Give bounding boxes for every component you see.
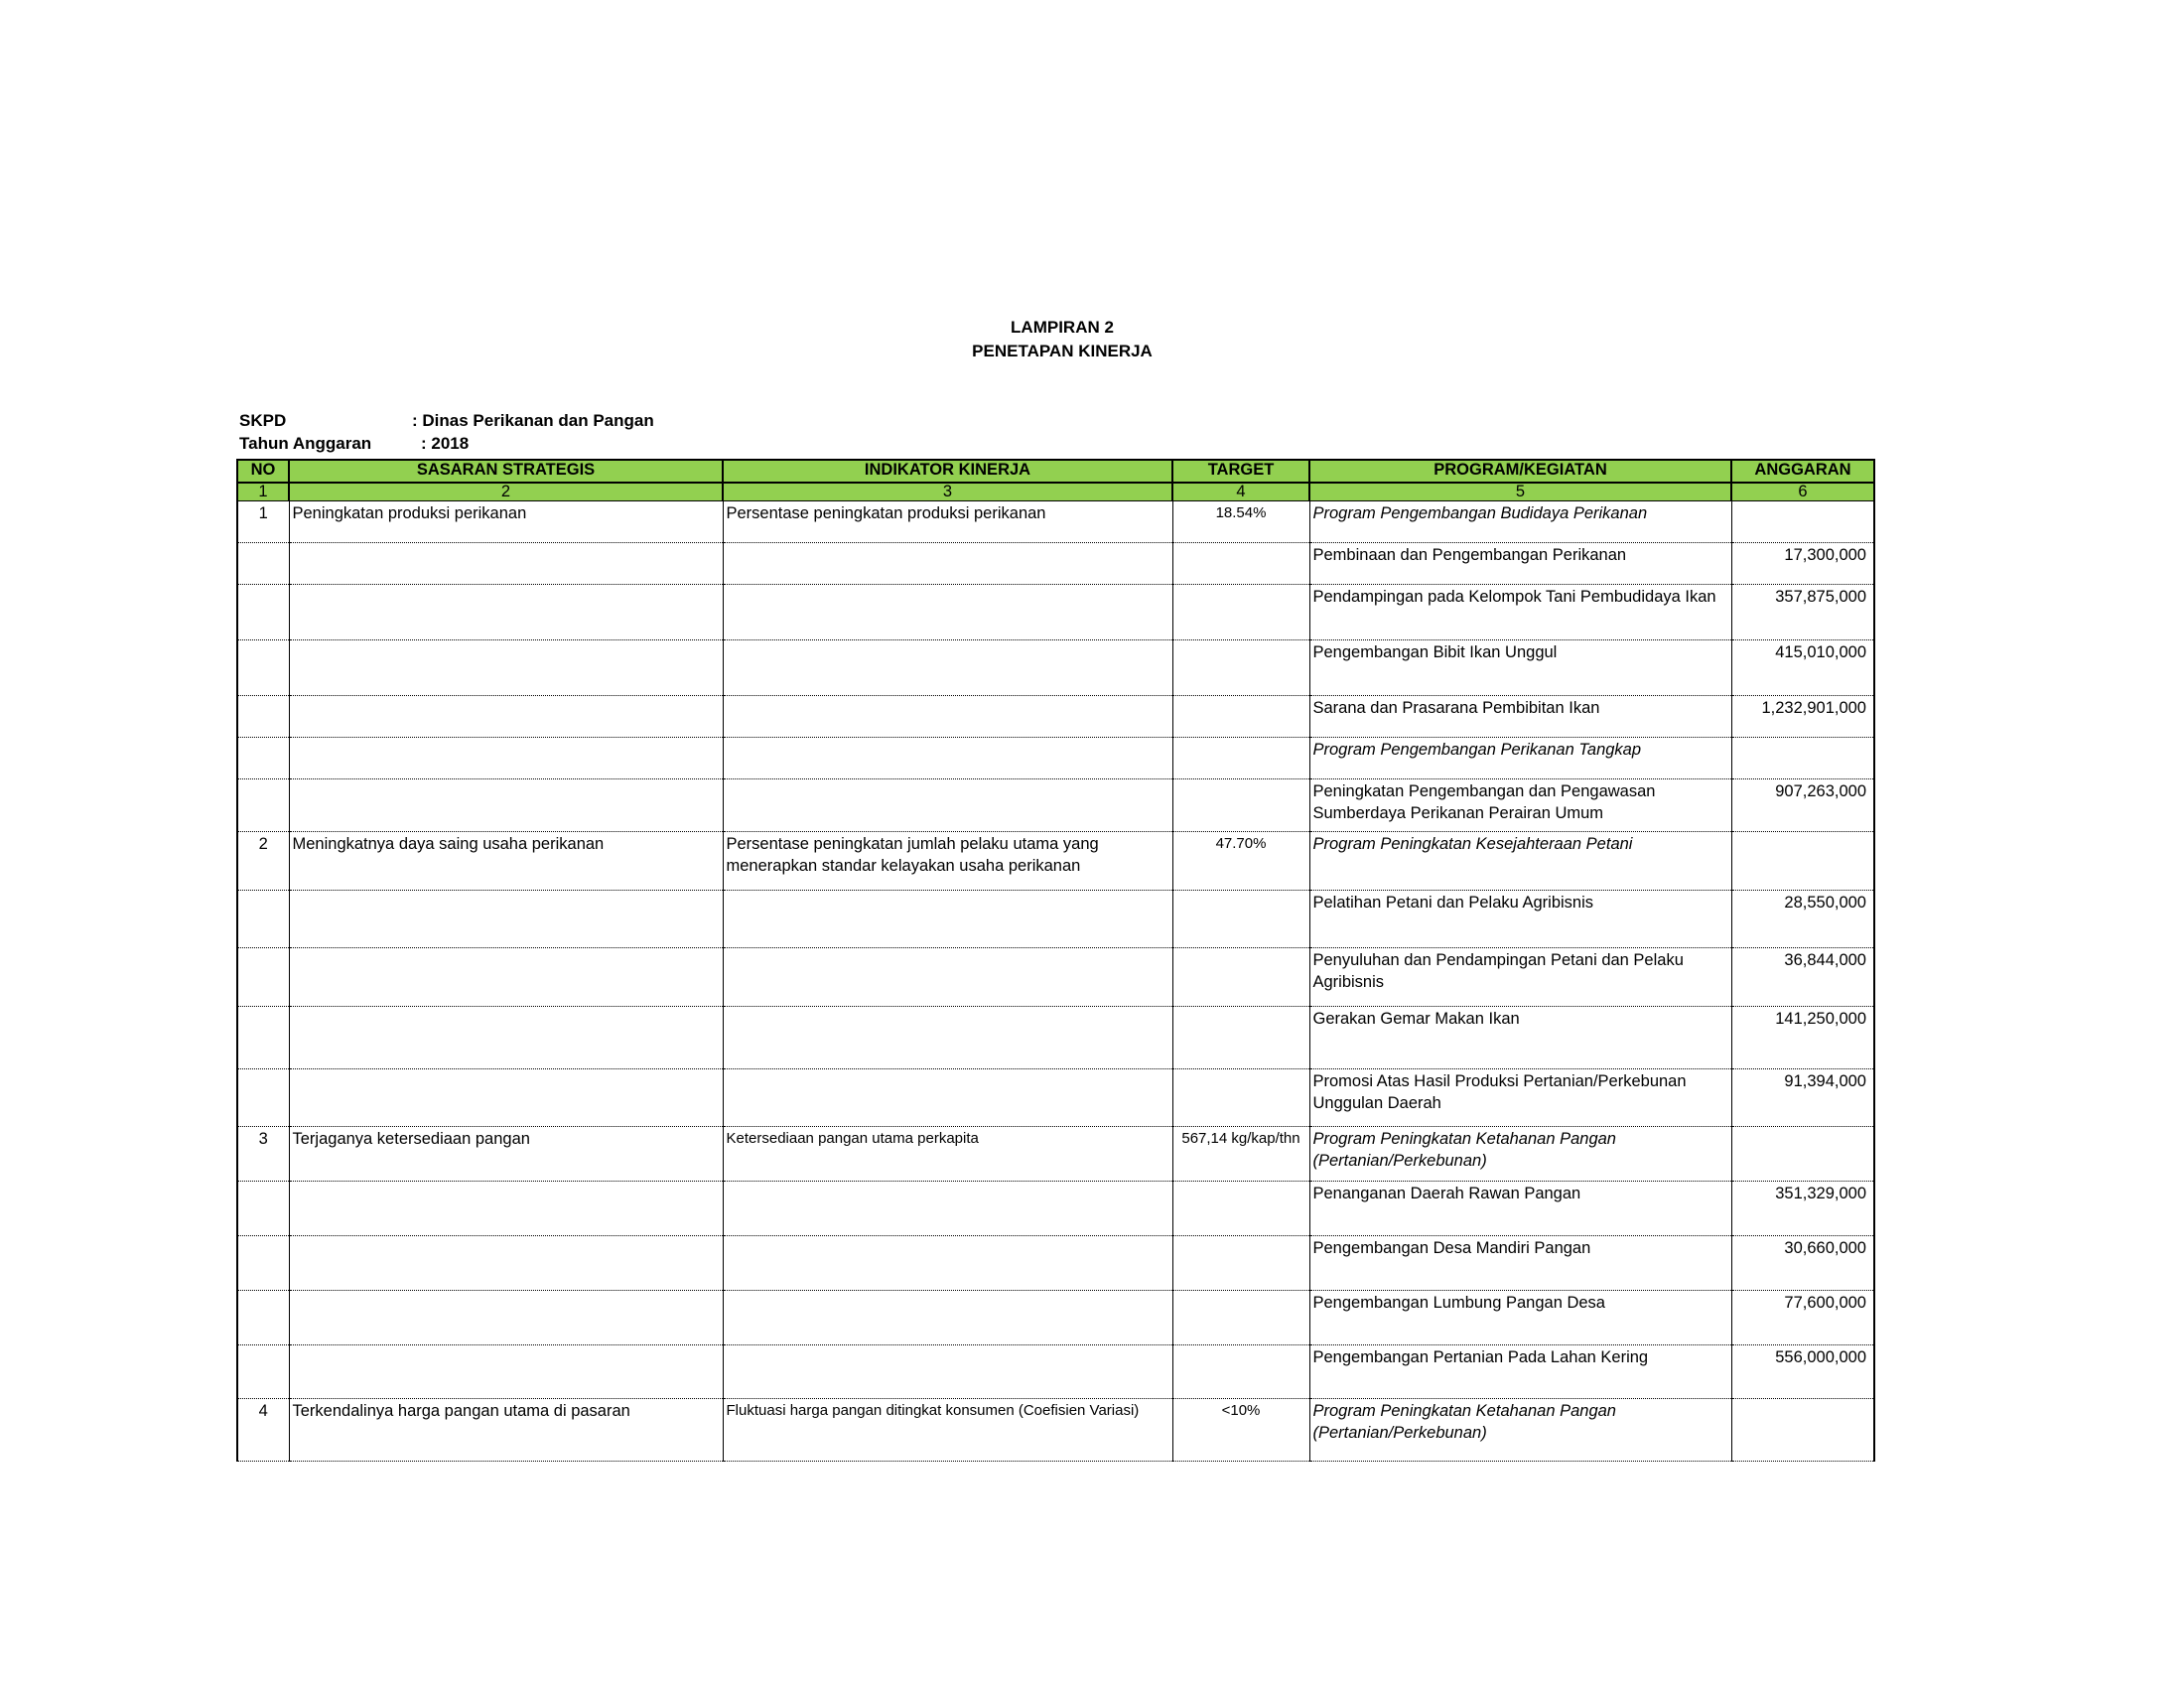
cell-program: Program Peningkatan Ketahanan Pangan (Pertanian/Perkebunan) [1309,1399,1731,1462]
cell-program: Gerakan Gemar Makan Ikan [1309,1007,1731,1069]
table-row [237,1345,1874,1399]
cell-sasaran: Meningkatnya daya saing usaha perikanan [289,832,723,891]
table-row [237,779,1874,832]
tahun-anggaran-value: : 2018 [421,434,470,453]
cell-sasaran [289,543,723,585]
cell-program: Pendampingan pada Kelompok Tani Pembudidaya Ikan [1309,585,1731,640]
cell-program: Pembinaan dan Pengembangan Perikanan [1309,543,1731,585]
cell-sasaran [289,1007,723,1069]
header-no: NO [237,460,289,483]
cell-target [1172,640,1309,696]
cell-sasaran [289,1291,723,1345]
cell-anggaran [1731,738,1874,779]
cell-indikator [723,1182,1172,1236]
header-row [237,460,1874,483]
table-row [237,1399,1874,1462]
cell-no [237,696,289,738]
cell-no [237,948,289,1007]
cell-anggaran: 30,660,000 [1731,1236,1874,1291]
cell-program: Pengembangan Desa Mandiri Pangan [1309,1236,1731,1291]
table-row [237,696,1874,738]
cell-indikator [723,1291,1172,1345]
header-target: TARGET [1172,460,1309,483]
cell-indikator [723,948,1172,1007]
cell-no [237,585,289,640]
cell-anggaran [1731,832,1874,891]
cell-indikator [723,543,1172,585]
cell-indikator [723,1236,1172,1291]
skpd-line [239,411,654,431]
cell-no [237,640,289,696]
tahun-anggaran-label: Tahun Anggaran [239,434,372,453]
cell-program: Sarana dan Prasarana Pembibitan Ikan [1309,696,1731,738]
cell-anggaran: 36,844,000 [1731,948,1874,1007]
cell-target [1172,1345,1309,1399]
cell-anggaran: 357,875,000 [1731,585,1874,640]
cell-target [1172,891,1309,948]
cell-indikator [723,1345,1172,1399]
tahun-anggaran-line [239,434,469,454]
cell-no [237,779,289,832]
cell-target [1172,1007,1309,1069]
table-row [237,891,1874,948]
cell-target [1172,696,1309,738]
cell-indikator: Ketersediaan pangan utama perkapita [723,1127,1172,1182]
cell-target [1172,543,1309,585]
column-number-row [237,483,1874,501]
cell-target [1172,779,1309,832]
table-row [237,738,1874,779]
column-number: 1 [237,483,289,501]
table-row [237,1127,1874,1182]
cell-program: Pengembangan Bibit Ikan Unggul [1309,640,1731,696]
cell-program: Promosi Atas Hasil Produksi Pertanian/Perkebunan Unggulan Daerah [1309,1069,1731,1127]
cell-program: Program Pengembangan Perikanan Tangkap [1309,738,1731,779]
cell-program: Penyuluhan dan Pendampingan Petani dan Pelaku Agribisnis [1309,948,1731,1007]
cell-anggaran: 907,263,000 [1731,779,1874,832]
cell-sasaran [289,640,723,696]
table-row [237,585,1874,640]
cell-no [237,1007,289,1069]
cell-sasaran [289,738,723,779]
header-indikator: INDIKATOR KINERJA [723,460,1172,483]
cell-anggaran: 77,600,000 [1731,1291,1874,1345]
table-row [237,1236,1874,1291]
cell-sasaran [289,1345,723,1399]
cell-target [1172,1182,1309,1236]
header-sasaran: SASARAN STRATEGIS [289,460,723,483]
cell-anggaran: 351,329,000 [1731,1182,1874,1236]
cell-sasaran [289,891,723,948]
cell-indikator: Persentase peningkatan jumlah pelaku utama yang menerapkan standar kelayakan usaha perikanan [723,832,1172,891]
skpd-label: SKPD [239,411,287,430]
cell-program: Peningkatan Pengembangan dan Pengawasan Sumberdaya Perikanan Perairan Umum [1309,779,1731,832]
cell-anggaran: 17,300,000 [1731,543,1874,585]
table-row [237,543,1874,585]
table-row [237,948,1874,1007]
cell-no [237,738,289,779]
cell-sasaran: Terjaganya ketersediaan pangan [289,1127,723,1182]
cell-program: Pengembangan Pertanian Pada Lahan Kering [1309,1345,1731,1399]
table-row [237,1291,1874,1345]
document-title: LAMPIRAN 2 [1011,318,1114,337]
cell-sasaran [289,696,723,738]
cell-no [237,1236,289,1291]
cell-anggaran [1731,1127,1874,1182]
cell-anggaran: 141,250,000 [1731,1007,1874,1069]
cell-program: Program Peningkatan Ketahanan Pangan (Pertanian/Perkebunan) [1309,1127,1731,1182]
cell-indikator [723,891,1172,948]
cell-target: 567,14 kg/kap/thn [1172,1127,1309,1182]
cell-target [1172,585,1309,640]
cell-indikator [723,1007,1172,1069]
cell-sasaran [289,585,723,640]
cell-program: Pelatihan Petani dan Pelaku Agribisnis [1309,891,1731,948]
penetapan-kinerja-table [236,459,1875,1462]
table-row [237,640,1874,696]
cell-anggaran: 556,000,000 [1731,1345,1874,1399]
cell-anggaran [1731,501,1874,543]
cell-anggaran [1731,1399,1874,1462]
column-number: 4 [1172,483,1309,501]
cell-target: <10% [1172,1399,1309,1462]
table-row [237,1007,1874,1069]
cell-indikator [723,640,1172,696]
cell-no: 1 [237,501,289,543]
header-anggaran: ANGGARAN [1731,460,1874,483]
table-row [237,501,1874,543]
cell-sasaran [289,1236,723,1291]
cell-target [1172,738,1309,779]
table-row [237,832,1874,891]
header-program: PROGRAM/KEGIATAN [1309,460,1731,483]
cell-no [237,891,289,948]
cell-no: 2 [237,832,289,891]
cell-indikator [723,738,1172,779]
cell-target [1172,1236,1309,1291]
cell-no: 3 [237,1127,289,1182]
cell-target: 18.54% [1172,501,1309,543]
cell-target [1172,948,1309,1007]
cell-no: 4 [237,1399,289,1462]
column-number: 6 [1731,483,1874,501]
cell-no [237,1069,289,1127]
cell-target: 47.70% [1172,832,1309,891]
cell-program: Program Pengembangan Budidaya Perikanan [1309,501,1731,543]
document-subtitle: PENETAPAN KINERJA [972,342,1153,360]
cell-anggaran: 415,010,000 [1731,640,1874,696]
column-number: 5 [1309,483,1731,501]
skpd-value: : Dinas Perikanan dan Pangan [412,411,654,430]
cell-sasaran [289,948,723,1007]
cell-sasaran: Peningkatan produksi perikanan [289,501,723,543]
cell-indikator [723,696,1172,738]
cell-anggaran: 28,550,000 [1731,891,1874,948]
cell-indikator [723,779,1172,832]
cell-no [237,1345,289,1399]
cell-no [237,543,289,585]
cell-indikator: Fluktuasi harga pangan ditingkat konsumen (Coefisien Variasi) [723,1399,1172,1462]
cell-sasaran: Terkendalinya harga pangan utama di pasaran [289,1399,723,1462]
cell-sasaran [289,779,723,832]
cell-program: Pengembangan Lumbung Pangan Desa [1309,1291,1731,1345]
table-row [237,1069,1874,1127]
cell-target [1172,1291,1309,1345]
cell-indikator [723,585,1172,640]
table-row [237,1182,1874,1236]
cell-anggaran: 91,394,000 [1731,1069,1874,1127]
cell-program: Program Peningkatan Kesejahteraan Petani [1309,832,1731,891]
cell-no [237,1291,289,1345]
cell-indikator [723,1069,1172,1127]
cell-sasaran [289,1182,723,1236]
cell-program: Penanganan Daerah Rawan Pangan [1309,1182,1731,1236]
column-number: 2 [289,483,723,501]
column-number: 3 [723,483,1172,501]
cell-target [1172,1069,1309,1127]
cell-indikator: Persentase peningkatan produksi perikanan [723,501,1172,543]
cell-anggaran: 1,232,901,000 [1731,696,1874,738]
cell-sasaran [289,1069,723,1127]
cell-no [237,1182,289,1236]
